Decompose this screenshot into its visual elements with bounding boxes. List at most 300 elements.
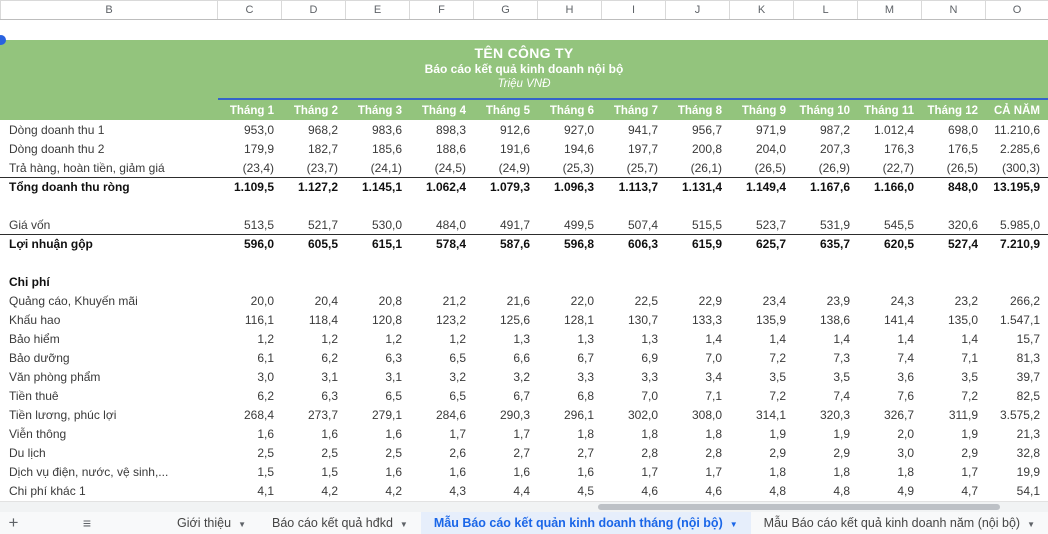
cell[interactable]: 21,2	[442, 293, 466, 308]
cell[interactable]: 1,9	[961, 426, 978, 441]
cell[interactable]: 188,6	[435, 141, 466, 156]
report-banner	[0, 40, 1048, 120]
column-header-C[interactable]: C	[218, 1, 282, 19]
table-row	[0, 348, 1048, 367]
table-row	[0, 120, 1048, 139]
cell[interactable]: 20,0	[250, 293, 274, 308]
cell[interactable]: 615,9	[691, 237, 722, 251]
cell[interactable]: 1,5	[257, 464, 274, 479]
cell[interactable]: 7,1	[961, 350, 978, 365]
cell[interactable]: 268,4	[243, 407, 274, 422]
cell[interactable]: 116,1	[244, 312, 274, 327]
cell[interactable]: 4,4	[513, 483, 530, 498]
cell[interactable]: 13.195,9	[993, 180, 1040, 194]
cell[interactable]: 20,4	[314, 293, 338, 308]
cell[interactable]: 6,6	[513, 350, 530, 365]
cell[interactable]: 266,2	[1009, 293, 1040, 308]
cell[interactable]: 15,7	[1016, 331, 1040, 346]
cell[interactable]: 596,8	[563, 237, 594, 251]
cell[interactable]: 320,6	[947, 217, 978, 232]
cell[interactable]: 523,7	[755, 217, 786, 232]
table-row	[0, 234, 1048, 253]
column-header-L[interactable]: L	[794, 1, 858, 19]
cell[interactable]: 273,7	[307, 407, 338, 422]
cell[interactable]: 135,9	[755, 312, 786, 327]
row-label[interactable]: Du lịch	[9, 445, 46, 460]
cell[interactable]: 1,8	[769, 464, 786, 479]
cell[interactable]: (300,3)	[1001, 160, 1040, 175]
cell[interactable]: 1.547,1	[999, 312, 1040, 327]
month-header-cell[interactable]: Tháng 10	[799, 104, 850, 117]
cell[interactable]: 1,4	[769, 331, 786, 346]
row-label[interactable]: Khấu hao	[9, 312, 61, 327]
cell[interactable]: 615,1	[371, 237, 402, 251]
cell[interactable]: 513,5	[243, 217, 274, 232]
cell[interactable]: 3,5	[833, 369, 850, 384]
cell[interactable]: 698,0	[947, 122, 978, 137]
month-header-cell[interactable]: Tháng 1	[229, 104, 274, 117]
cell[interactable]: 898,3	[435, 122, 466, 137]
cell[interactable]: 23,9	[826, 293, 850, 308]
cell[interactable]: 1.127,2	[297, 180, 338, 194]
cell[interactable]: 4,1	[257, 483, 274, 498]
row-label[interactable]: Tổng doanh thu ròng	[9, 180, 130, 194]
table-row	[0, 177, 1048, 196]
cell[interactable]: 4,8	[769, 483, 786, 498]
cell[interactable]: 7,3	[833, 350, 850, 365]
cell[interactable]: 1,6	[513, 464, 530, 479]
cell[interactable]: 179,9	[243, 141, 274, 156]
column-header-J[interactable]: J	[666, 1, 730, 19]
row-label[interactable]: Chi phí khác 1	[9, 483, 86, 498]
cell[interactable]: 531,9	[819, 217, 850, 232]
cell[interactable]: 1,4	[897, 331, 914, 346]
cell[interactable]: 6,5	[449, 388, 466, 403]
cell[interactable]: 587,6	[499, 237, 530, 251]
cell[interactable]: 2,9	[833, 445, 850, 460]
cell[interactable]: 185,6	[371, 141, 402, 156]
cell[interactable]: 6,7	[513, 388, 530, 403]
cell[interactable]: 1.062,4	[425, 180, 466, 194]
cell[interactable]: 7.210,9	[999, 237, 1040, 251]
cell[interactable]: 848,0	[947, 180, 978, 194]
table-row	[0, 272, 1048, 291]
cell[interactable]: 32,8	[1016, 445, 1040, 460]
cell[interactable]: 191,6	[499, 141, 530, 156]
cell[interactable]: (25,7)	[626, 160, 658, 175]
sheet-tab[interactable]	[164, 512, 259, 534]
table-row	[0, 215, 1048, 234]
month-header-cell[interactable]: Tháng 4	[421, 104, 466, 117]
cell[interactable]: 4,9	[897, 483, 914, 498]
cell[interactable]: 3,6	[897, 369, 914, 384]
cell[interactable]: 1.109,5	[233, 180, 274, 194]
cell[interactable]: 22,0	[570, 293, 594, 308]
column-header-H[interactable]: H	[538, 1, 602, 19]
cell[interactable]: 1,7	[961, 464, 978, 479]
cell[interactable]: 7,2	[769, 350, 786, 365]
cell[interactable]: 2.285,6	[999, 141, 1040, 156]
cell[interactable]: 3,0	[257, 369, 274, 384]
cell[interactable]: (26,9)	[818, 160, 850, 175]
cell[interactable]: 1,2	[321, 331, 338, 346]
column-header-F[interactable]: F	[410, 1, 474, 19]
cell[interactable]: 1,4	[705, 331, 722, 346]
cell[interactable]: 2,9	[961, 445, 978, 460]
cell[interactable]: 1,7	[705, 464, 722, 479]
cell[interactable]: 3,0	[897, 445, 914, 460]
cell[interactable]: 123,2	[435, 312, 466, 327]
cell[interactable]: 6,8	[577, 388, 594, 403]
cell[interactable]: 6,3	[385, 350, 402, 365]
cell[interactable]: 625,7	[755, 237, 786, 251]
cell[interactable]: 21,6	[506, 293, 530, 308]
cell[interactable]: 1.167,6	[809, 180, 850, 194]
cell[interactable]: 521,7	[307, 217, 338, 232]
cell[interactable]: 6,5	[385, 388, 402, 403]
all-sheets-menu-button[interactable]	[79, 512, 94, 534]
cell[interactable]: 1.166,0	[873, 180, 914, 194]
cell[interactable]: 141,4	[883, 312, 914, 327]
cell[interactable]: 4,5	[577, 483, 594, 498]
cell[interactable]: 3,3	[641, 369, 658, 384]
cell[interactable]: 4,8	[833, 483, 850, 498]
cell[interactable]: (26,5)	[754, 160, 786, 175]
row-label[interactable]: Giá vốn	[9, 217, 51, 232]
row-label[interactable]: Dòng doanh thu 2	[9, 141, 105, 156]
cell[interactable]: 1,6	[385, 426, 402, 441]
cell[interactable]: 2,5	[385, 445, 402, 460]
cell[interactable]: 7,4	[833, 388, 850, 403]
cell[interactable]: (23,7)	[306, 160, 338, 175]
cell[interactable]: 4,3	[449, 483, 466, 498]
cell[interactable]: 1.012,4	[873, 122, 914, 137]
cell[interactable]: 2,0	[897, 426, 914, 441]
cell[interactable]: (24,5)	[434, 160, 466, 175]
cell[interactable]: 1,2	[385, 331, 402, 346]
cell[interactable]: 54,1	[1016, 483, 1040, 498]
cell[interactable]: 311,9	[948, 407, 978, 422]
cell[interactable]: 3,1	[385, 369, 402, 384]
cell[interactable]: 290,3	[499, 407, 530, 422]
month-header-cell[interactable]: Tháng 2	[293, 104, 338, 117]
cell[interactable]: 7,4	[897, 350, 914, 365]
cell[interactable]: 953,0	[243, 122, 274, 137]
cell[interactable]: 24,3	[890, 293, 914, 308]
cell[interactable]: 2,5	[257, 445, 274, 460]
cell[interactable]: 1,3	[513, 331, 530, 346]
month-header-cell[interactable]: Tháng 6	[549, 104, 594, 117]
cell[interactable]: 491,7	[499, 217, 530, 232]
cell[interactable]: 197,7	[627, 141, 658, 156]
month-header-cell[interactable]: Tháng 12	[927, 104, 978, 117]
cell[interactable]: 606,3	[627, 237, 658, 251]
cell[interactable]: 987,2	[819, 122, 850, 137]
sheet-tab-label: Giới thiệu	[177, 516, 232, 530]
cell[interactable]: 20,8	[378, 293, 402, 308]
row-label[interactable]: Lợi nhuận gộp	[9, 237, 93, 251]
cell[interactable]: 1,4	[833, 331, 850, 346]
cell[interactable]: 515,5	[691, 217, 722, 232]
cell[interactable]: 130,7	[627, 312, 658, 327]
cell[interactable]: 1,8	[577, 426, 594, 441]
cell[interactable]: 2,7	[577, 445, 594, 460]
cell[interactable]: (22,7)	[882, 160, 914, 175]
cell[interactable]: 7,2	[961, 388, 978, 403]
cell[interactable]: 135,0	[947, 312, 978, 327]
cell[interactable]: 6,2	[257, 388, 274, 403]
chevron-down-icon[interactable]: ▼	[399, 519, 408, 529]
sheet-tab[interactable]	[751, 512, 1048, 534]
cell[interactable]: 39,7	[1016, 369, 1040, 384]
cell[interactable]: 635,7	[819, 237, 850, 251]
cell[interactable]: 605,5	[307, 237, 338, 251]
cell[interactable]: 7,0	[705, 350, 722, 365]
cell[interactable]: 596,0	[243, 237, 274, 251]
cell[interactable]: 1,9	[833, 426, 850, 441]
cell[interactable]: 22,9	[698, 293, 722, 308]
cell[interactable]: 912,6	[499, 122, 530, 137]
cell[interactable]: 941,7	[627, 122, 658, 137]
table-row	[0, 158, 1048, 177]
horizontal-scrollbar[interactable]	[0, 501, 1048, 512]
cell[interactable]: 1.131,4	[681, 180, 722, 194]
cell[interactable]: (23,4)	[242, 160, 274, 175]
sheet-tab[interactable]	[259, 512, 421, 534]
cell[interactable]: 326,7	[883, 407, 914, 422]
month-header-cell[interactable]: Tháng 9	[741, 104, 786, 117]
cell[interactable]: 7,1	[705, 388, 722, 403]
cell[interactable]: 128,1	[563, 312, 594, 327]
cell[interactable]: 279,1	[371, 407, 402, 422]
column-header-E[interactable]: E	[346, 1, 410, 19]
cell[interactable]: 3,4	[705, 369, 722, 384]
cell[interactable]: 507,4	[627, 217, 658, 232]
row-label[interactable]: Tiền thuê	[9, 388, 59, 403]
cell[interactable]: 6,5	[449, 350, 466, 365]
cell[interactable]: 207,3	[819, 141, 850, 156]
cell[interactable]: 1,7	[641, 464, 658, 479]
row-label[interactable]: Bảo hiểm	[9, 331, 60, 346]
month-header-cell[interactable]: Tháng 7	[613, 104, 658, 117]
cell[interactable]: 971,9	[755, 122, 786, 137]
chevron-down-icon[interactable]: ▼	[1027, 519, 1035, 529]
horizontal-scrollbar-thumb[interactable]	[598, 504, 1000, 510]
cell[interactable]: 1,6	[321, 426, 338, 441]
column-header-G[interactable]: G	[474, 1, 538, 19]
cell[interactable]: 3,5	[961, 369, 978, 384]
cell[interactable]: 21,3	[1016, 426, 1040, 441]
chevron-down-icon[interactable]: ▼	[238, 519, 246, 529]
cell[interactable]: 23,4	[762, 293, 786, 308]
month-header-cell[interactable]: Tháng 5	[485, 104, 530, 117]
cell[interactable]: 176,3	[883, 141, 914, 156]
cell[interactable]: 983,6	[371, 122, 402, 137]
cell[interactable]: 620,5	[883, 237, 914, 251]
row-label[interactable]: Tiền lương, phúc lợi	[9, 407, 117, 422]
cell[interactable]: 6,9	[641, 350, 658, 365]
cell[interactable]: 2,6	[449, 445, 466, 460]
cell[interactable]: 927,0	[563, 122, 594, 137]
column-header-O[interactable]: O	[1012, 4, 1022, 16]
cell[interactable]: 545,5	[883, 217, 914, 232]
cell[interactable]: 4,7	[961, 483, 978, 498]
company-name: TÊN CÔNG TY	[474, 45, 574, 61]
cell[interactable]: 138,6	[819, 312, 850, 327]
cell[interactable]: 1,8	[833, 464, 850, 479]
cell[interactable]: 1.145,1	[361, 180, 402, 194]
cell[interactable]: 578,4	[435, 237, 466, 251]
cell[interactable]: 3,3	[577, 369, 594, 384]
cell[interactable]: 182,7	[307, 141, 338, 156]
month-header-cell[interactable]: Tháng 8	[677, 104, 722, 117]
column-header-K[interactable]: K	[730, 1, 794, 19]
cell[interactable]: 2,9	[769, 445, 786, 460]
cell[interactable]: 302,0	[627, 407, 658, 422]
cell[interactable]: 204,0	[755, 141, 786, 156]
row-label[interactable]: Quảng cáo, Khuyến mãi	[9, 293, 138, 308]
cell[interactable]: 1,3	[577, 331, 594, 346]
cell[interactable]: (25,3)	[562, 160, 594, 175]
cell[interactable]: 120,8	[371, 312, 402, 327]
cell[interactable]: 1,6	[257, 426, 274, 441]
row-label[interactable]: Viễn thông	[9, 426, 67, 441]
cell[interactable]: 7,6	[897, 388, 914, 403]
cell[interactable]: (24,9)	[498, 160, 530, 175]
hamburger-icon: ≡	[82, 515, 91, 531]
cell[interactable]: 1,6	[577, 464, 594, 479]
column-header-I[interactable]: I	[602, 1, 666, 19]
table-row	[0, 310, 1048, 329]
table-row	[0, 386, 1048, 405]
cell[interactable]: 1,5	[321, 464, 338, 479]
cell[interactable]: 320,3	[819, 407, 850, 422]
cell[interactable]: (24,1)	[370, 160, 402, 175]
cell[interactable]: 530,0	[371, 217, 402, 232]
sheet-tab-label: Mẫu Báo cáo kết quả kinh doanh năm (nội bộ)	[763, 516, 1021, 530]
cell[interactable]: 1,2	[449, 331, 466, 346]
cell[interactable]: 3.575,2	[999, 407, 1040, 422]
cell[interactable]: 4,2	[321, 483, 338, 498]
chevron-down-icon[interactable]: ▼	[729, 519, 738, 529]
cell[interactable]: 6,7	[577, 350, 594, 365]
cell[interactable]: 6,2	[321, 350, 338, 365]
cell[interactable]: 1,3	[641, 331, 658, 346]
cell[interactable]: 7,0	[641, 388, 658, 403]
cell[interactable]: 6,3	[321, 388, 338, 403]
cell[interactable]: 1,8	[705, 426, 722, 441]
cell[interactable]: 1,6	[385, 464, 402, 479]
cell[interactable]: 125,6	[499, 312, 530, 327]
cell[interactable]: 118,4	[308, 312, 338, 327]
cell[interactable]: 1,6	[449, 464, 466, 479]
unit-note: Triệu VNĐ	[497, 78, 551, 90]
cell[interactable]: 968,2	[307, 122, 338, 137]
table-row	[0, 139, 1048, 158]
cell[interactable]: 176,5	[947, 141, 978, 156]
cell[interactable]: 1,2	[257, 331, 274, 346]
table-row	[0, 291, 1048, 310]
row-label[interactable]: Dịch vụ điện, nước, vệ sinh,...	[9, 464, 169, 479]
table-row	[0, 405, 1048, 424]
cell[interactable]: 3,5	[769, 369, 786, 384]
cell[interactable]: 956,7	[691, 122, 722, 137]
cell[interactable]: 133,3	[691, 312, 722, 327]
cell[interactable]: 1.079,3	[489, 180, 530, 194]
cell[interactable]: 1,7	[449, 426, 466, 441]
cell[interactable]: 3,2	[513, 369, 530, 384]
cell[interactable]: 19,9	[1016, 464, 1040, 479]
cell[interactable]: 1.149,4	[745, 180, 786, 194]
cell[interactable]: 2,8	[705, 445, 722, 460]
cell[interactable]: 499,5	[563, 217, 594, 232]
cell[interactable]: 23,2	[954, 293, 978, 308]
cell[interactable]: 4,6	[705, 483, 722, 498]
cell[interactable]: 308,0	[691, 407, 722, 422]
header-divider-line	[218, 98, 1048, 100]
cell[interactable]: 82,5	[1016, 388, 1040, 403]
data-grid	[0, 120, 1048, 500]
blank-row	[0, 196, 1048, 215]
sheet-tab-active[interactable]	[421, 512, 751, 534]
add-sheet-button[interactable]	[6, 512, 21, 534]
cell[interactable]: 11.210,6	[994, 122, 1040, 137]
cell[interactable]: 22,5	[634, 293, 658, 308]
cell[interactable]: 2,7	[513, 445, 530, 460]
cell[interactable]: 296,1	[563, 407, 594, 422]
column-header-D[interactable]: D	[282, 1, 346, 19]
cell[interactable]: 7,2	[769, 388, 786, 403]
column-header-B[interactable]: B	[0, 1, 218, 19]
row-label[interactable]: Chi phí	[9, 274, 50, 289]
cell[interactable]: (26,1)	[690, 160, 722, 175]
column-header-N[interactable]: N	[922, 1, 986, 19]
cell[interactable]: 3,2	[449, 369, 466, 384]
cell[interactable]: 1.096,3	[553, 180, 594, 194]
cell[interactable]: 527,4	[947, 237, 978, 251]
cell[interactable]: 81,3	[1016, 350, 1040, 365]
cell[interactable]: 2,8	[641, 445, 658, 460]
cell[interactable]: 6,1	[257, 350, 274, 365]
row-label[interactable]: Dòng doanh thu 1	[9, 122, 105, 137]
cell[interactable]: 1,8	[897, 464, 914, 479]
row-label[interactable]: Bảo dưỡng	[9, 350, 70, 365]
row-label[interactable]: Văn phòng phẩm	[9, 369, 101, 384]
cell[interactable]: 3,1	[321, 369, 338, 384]
column-header-M[interactable]: M	[858, 1, 922, 19]
cell[interactable]: 2,5	[321, 445, 338, 460]
cell[interactable]: (26,5)	[946, 160, 978, 175]
cell[interactable]: 1,9	[769, 426, 786, 441]
row-label[interactable]: Trả hàng, hoàn tiền, giảm giá	[9, 160, 165, 175]
cell[interactable]: 4,2	[385, 483, 402, 498]
cell[interactable]: 1.113,7	[618, 180, 658, 194]
sheet-tab-label: Mẫu Báo cáo kết quản kinh doanh tháng (nội bộ)	[433, 516, 723, 530]
cell[interactable]: 1,4	[961, 331, 978, 346]
cell[interactable]: 484,0	[435, 217, 466, 232]
cell[interactable]: 200,8	[691, 141, 722, 156]
cell[interactable]: 284,6	[435, 407, 466, 422]
month-header-cell[interactable]: CẢ NĂM	[994, 104, 1040, 117]
cell[interactable]: 5.985,0	[999, 217, 1040, 232]
cell[interactable]: 314,1	[755, 407, 786, 422]
month-header-cell[interactable]: Tháng 11	[864, 104, 914, 117]
cell[interactable]: 194,6	[563, 141, 594, 156]
cell[interactable]: 4,6	[641, 483, 658, 498]
cell[interactable]: 1,7	[513, 426, 530, 441]
month-header-cell[interactable]: Tháng 3	[357, 104, 402, 117]
cell[interactable]: 1,8	[641, 426, 658, 441]
